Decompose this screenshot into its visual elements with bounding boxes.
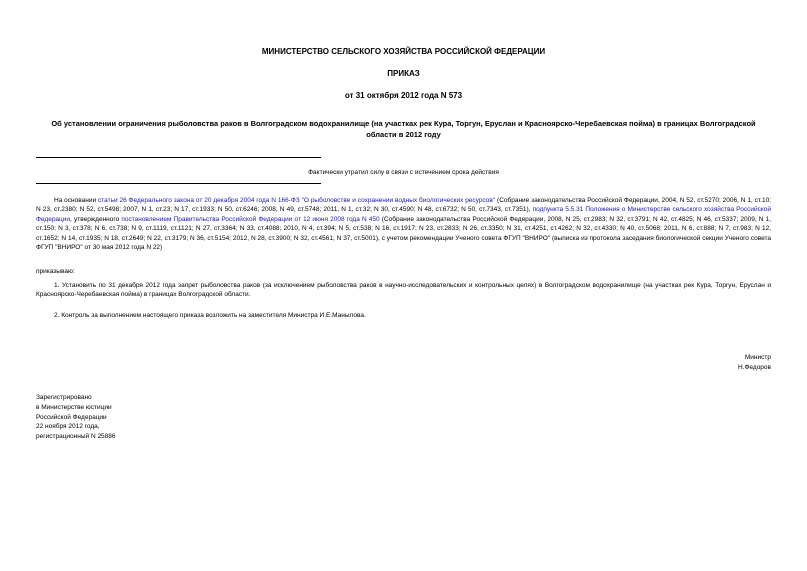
decree-link[interactable]: постановлением Правительства Российской Федерации от 12 июня 2008 года N 450	[121, 215, 380, 223]
registration-line: Российской Федерации	[36, 413, 107, 421]
basis-paragraph	[36, 196, 771, 253]
registration-line: 22 ноября 2012 года,	[36, 423, 100, 431]
ministry-heading: МИНИСТЕРСТВО СЕЛЬСКОГО ХОЗЯЙСТВА РОССИЙСКОЙ ФЕДЕРАЦИИ	[261, 47, 546, 56]
status-note: Фактически утратил силу в связи с истечением срока действия	[308, 169, 499, 176]
registration-line: в Министерстве юстиции	[36, 403, 112, 411]
divider-bottom	[36, 183, 321, 184]
registration-line: Зарегистрировано	[36, 394, 92, 401]
order-word: приказываю:	[36, 268, 75, 275]
date-number-heading: от 31 октября 2012 года N 573	[344, 91, 463, 100]
divider-top	[36, 157, 321, 158]
doc-type-heading: ПРИКАЗ	[387, 69, 420, 78]
basis-text-4: (Собрание законодательства Российской Федерации, 2008, N 25, ст.2983; N 32, ст.3791; N 42, ст.4825; N 46, ст.5337; 2009, N 1, ст.150; N 3, ст.378; N 6, ст.738; N 9, ст.1119, ст.1121; N 27, ст.3364; N 33, ст.4088; 2010, N 4, ст.394; N 5, ст.538; N 16, ст.1917; N 23, ст.2833; N 26, ст.3350; N 31, ст.4251, ст.4262; N 32, ст.4330; N 40, ст.5068; 2011, N 6, ст.888; N 7, ст.983; N 12, ст.1652; N 14, ст.1935; N 18, ст.2649; N 22, ст.3179; N 36, ст.5154; 2012, N 28, ст.3900; N 32, ст.4561; N 37, ст.5001), с учетом рекомендации Ученого совета ФГУП "ВНИРО" (выписка из протокола заседания биологической секции Ученого совета ФГУП "ВНИРО" от 30 мая 2012 года N 22)	[36, 215, 771, 252]
item-1: 1. Установить по 31 декабря 2012 года запрет рыболовства раков (за исключением рыболовства раков в научно-исследовательских и контрольных целях) в Волгоградском водохранилище (на участках рек Кура, Торгун, Еруслан и Красноярско-Черебаевская пойма) в границах Волгоградской области.	[36, 282, 771, 299]
basis-text-1: На основании	[54, 197, 98, 204]
basis-text-2: (Собрание законодательства Российской Федерации, 2004, N 52, ст.5270; 2006, N 1, ст.10; N 23, ст.2380; N 52, ст.5498; 2007, N 1, ст.23; N 17, ст.1933; N 50, ст.6246; 2008, N 49, ст.5748; 2011, N 1, ст.32; N 30, ст.4590; N 48, ст.6732; N 50, ст.7343, ст.7351),	[36, 197, 771, 214]
document-title: Об установлении ограничения рыболовства раков в Волгоградском водохранилище (на участках рек Кура, Торгун, Еруслан и Красноярско-Черебаевская пойма) в границах Волгоградской области в 2012 году	[51, 119, 756, 140]
registration-block	[36, 393, 116, 442]
signature-name: Н.Федоров	[737, 364, 771, 371]
registration-line: регистрационный N 25886	[36, 433, 116, 440]
regulation-link[interactable]: подпункта 5.5.31 Положения о Министерстве сельского хозяйства Российской Федерации	[36, 206, 771, 223]
item-2: 2. Контроль за выполнением настоящего приказа возложить на заместителя Министра И.Е.Манылова.	[54, 312, 366, 319]
law-link[interactable]: статьи 26 Федерального закона от 20 декабря 2004 года N 166-ФЗ "О рыболовстве и сохранении водных биологических ресурсов"	[97, 197, 496, 204]
signature-position: Министр	[744, 354, 771, 361]
basis-text-3: , утвержденного	[70, 215, 122, 223]
